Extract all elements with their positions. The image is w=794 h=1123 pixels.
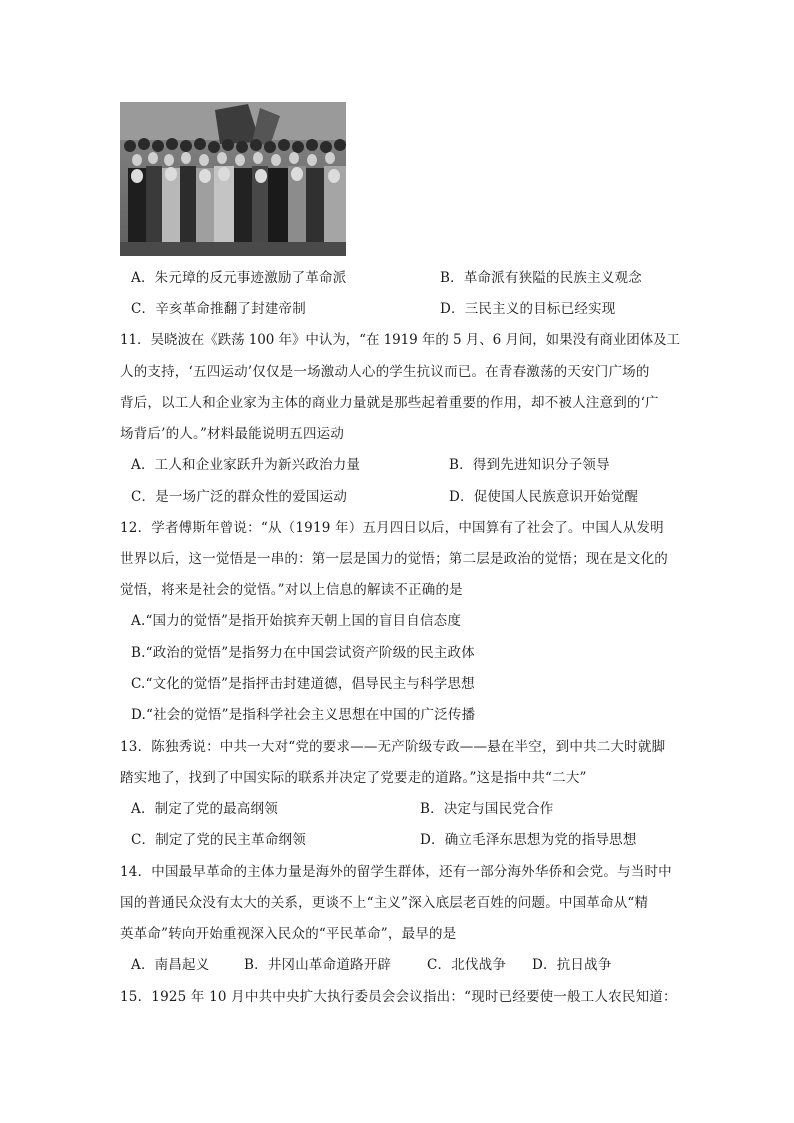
q13-option-d: D．确立毛泽东思想为党的指导思想	[420, 832, 637, 848]
q11-stem-line-3: 背后，以工人和企业家为主体的商业力量就是那些起着重要的作用，却不被人注意到的‘广	[120, 395, 659, 411]
q14-stem-line-3: 英革命”转向开始重视深入民众的“平民革命”，最早的是	[120, 926, 457, 942]
q13-option-b: B．决定与国民党合作	[420, 801, 554, 817]
q11-stem-line-1: 11．吴晓波在《跌荡 100 年》中认为，“在 1919 年的 5 月、6 月间，如果没有商业团体及工	[120, 332, 680, 348]
q12-option-a: A.“国力的觉悟”是指开始摈弃天朝上国的盲目自信态度	[131, 613, 462, 629]
historical-group-photo	[120, 102, 346, 256]
q11-option-a: A．工人和企业家跃升为新兴政治力量	[131, 457, 361, 473]
q12-option-c: C.“文化的觉悟”是指抨击封建道德，倡导民主与科学思想	[131, 676, 475, 692]
q11-option-b: B．得到先进知识分子领导	[449, 457, 610, 473]
q10-option-c: C．辛亥革命推翻了封建帝制	[131, 301, 306, 317]
q13-stem-line-2: 踏实地了，找到了中国实际的联系并决定了党要走的道路。”这是指中共“二大”	[120, 770, 587, 786]
q14-stem-line-2: 国的普通民众没有太大的关系，更谈不上“主义”深入底层老百姓的问题。中国革命从“精	[120, 895, 649, 911]
q14-stem-line-1: 14．中国最早革命的主体力量是海外的留学生群体，还有一部分海外华侨和会党。与当时中	[120, 864, 672, 880]
q13-stem-line-1: 13．陈独秀说：中共一大对“党的要求——无产阶级专政——悬在半空，到中共二大时就脚	[120, 739, 666, 755]
q12-stem-line-2: 世界以后，这一觉悟是一串的：第一层是国力的觉悟；第二层是政治的觉悟；现在是文化的	[120, 551, 668, 567]
q10-option-a: A．朱元璋的反元事迹激励了革命派	[131, 270, 347, 286]
q11-stem-line-4: 场背后’的人。”材料最能说明五四运动	[120, 426, 345, 442]
q14-option-a: A．南昌起义	[131, 957, 210, 973]
q11-option-c: C．是一场广泛的群众性的爱国运动	[131, 489, 348, 505]
q11-stem-line-2: 人的支持，‘五四运动’仅仅是一场激动人心的学生抗议而已。在青春激荡的天安门广场的	[120, 364, 650, 380]
q14-option-d: D．抗日战争	[532, 957, 612, 973]
q10-option-d: D．三民主义的目标已经实现	[440, 301, 616, 317]
photo-image-icon	[120, 102, 346, 256]
q12-option-d: D.“社会的觉悟”是指科学社会主义思想在中国的广泛传播	[131, 707, 476, 723]
q15-stem-line-1: 15．1925 年 10 月中共中央扩大执行委员会会议指出：“现时已经要使一般工人农民知道：	[120, 989, 677, 1005]
q11-option-d: D．促使国人民族意识开始觉醒	[449, 489, 639, 505]
q12-stem-line-1: 12．学者傅斯年曾说：“从（1919 年）五月四日以后，中国算有了社会了。中国人从发明	[120, 520, 664, 536]
q13-option-a: A．制定了党的最高纲领	[131, 801, 278, 817]
q12-stem-line-3: 觉悟，将来是社会的觉悟。”对以上信息的解读不正确的是	[120, 582, 463, 598]
q10-option-b: B．革命派有狭隘的民族主义观念	[440, 270, 642, 286]
q14-option-c: C．北伐战争	[427, 957, 507, 973]
q13-option-c: C．制定了党的民主革命纲领	[131, 832, 306, 848]
q14-option-b: B．井冈山革命道路开辟	[244, 957, 392, 973]
q12-option-b: B.“政治的觉悟”是指努力在中国尝试资产阶级的民主政体	[131, 645, 475, 661]
